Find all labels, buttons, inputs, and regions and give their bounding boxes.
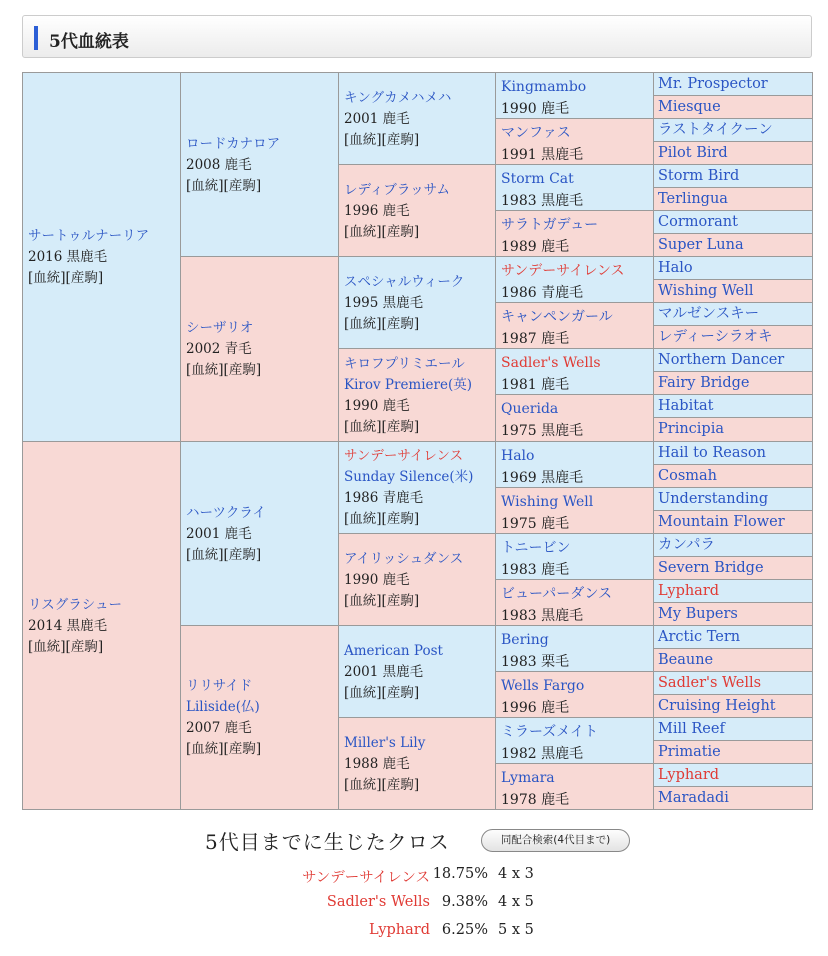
- horse-name-link[interactable]: Storm Bird: [658, 168, 740, 184]
- horse-links: [血統][産駒]: [28, 639, 104, 655]
- horse-cell-gen4: [495, 533, 654, 580]
- horse-name-link[interactable]: サラトガデュー: [501, 217, 599, 233]
- horse-name-link[interactable]: キングカメハメハ: [344, 90, 452, 106]
- horse-cell-content: [344, 165, 495, 243]
- horse-cell-gen1: [22, 441, 181, 810]
- horse-cell-gen5: [653, 348, 813, 372]
- horse-cell-gen3: [338, 256, 496, 349]
- horse-links: [血統][産駒]: [344, 511, 420, 527]
- horse-cell-gen5: [653, 394, 813, 418]
- horse-name-link[interactable]: カンパラ: [658, 537, 715, 553]
- horse-alt-name-link[interactable]: Kirov Premiere(英): [344, 377, 473, 393]
- pedigree-link[interactable]: 血統: [349, 511, 377, 527]
- horse-cell-content: [501, 214, 653, 257]
- horse-cell-gen5: [653, 602, 813, 626]
- horse-name-link[interactable]: Arctic Tern: [658, 629, 741, 645]
- same-mating-search-button[interactable]: 同配合検索(4代目まで): [481, 829, 630, 852]
- horse-name-link[interactable]: Lyphard: [658, 767, 720, 783]
- horse-name-link[interactable]: Miller's Lily: [344, 735, 426, 751]
- horse-cell-gen4: [495, 394, 654, 442]
- horse-cell-content: [658, 696, 812, 716]
- horse-year-color: 1981 鹿毛: [501, 377, 570, 393]
- pedigree-link[interactable]: 血統: [191, 547, 219, 563]
- header-accent-bar: [34, 26, 38, 50]
- horse-cell-content: [658, 604, 812, 624]
- horse-name-link[interactable]: Primatie: [658, 744, 721, 760]
- horse-name-link[interactable]: レディーシラオキ: [658, 329, 773, 345]
- horse-cell-gen1: [22, 72, 181, 442]
- horse-cell-gen5: [653, 671, 813, 695]
- horse-year-color: 1987 鹿毛: [501, 331, 570, 347]
- horse-cell-content: [28, 442, 180, 658]
- horse-cell-content: [186, 626, 338, 760]
- horse-links: [血統][産駒]: [344, 593, 420, 609]
- horse-year-color: 1983 栗毛: [501, 654, 570, 670]
- progeny-link[interactable]: 産駒: [386, 419, 414, 435]
- horse-name-link[interactable]: キャンペンガール: [501, 309, 613, 325]
- horse-cell-content: [344, 718, 495, 796]
- horse-cell-content: [186, 257, 338, 381]
- horse-cell-content: [28, 73, 180, 289]
- horse-year-color: 1983 鹿毛: [501, 562, 570, 578]
- horse-cell-content: [658, 97, 812, 117]
- horse-year-color: 2002 青毛: [186, 341, 252, 357]
- horse-year-color: 1989 鹿毛: [501, 239, 570, 255]
- horse-cell-content: [658, 212, 812, 232]
- cross-row: [0, 866, 828, 888]
- horse-name-link[interactable]: Habitat: [658, 398, 714, 414]
- horse-cell-content: [658, 489, 812, 509]
- horse-links: [血統][産駒]: [186, 178, 262, 194]
- horse-cell-gen5: [653, 118, 813, 142]
- progeny-link[interactable]: 産駒: [228, 178, 256, 194]
- horse-cell-gen5: [653, 579, 813, 603]
- horse-cell-content: [658, 189, 812, 209]
- horse-name-link[interactable]: シーザリオ: [186, 320, 254, 336]
- horse-cell-gen5: [653, 210, 813, 234]
- horse-links: [血統][産駒]: [344, 685, 420, 701]
- horse-name-link[interactable]: Querida: [501, 401, 559, 417]
- horse-name-link[interactable]: マンファス: [501, 125, 571, 141]
- horse-cell-content: [658, 304, 812, 324]
- horse-cell-content: [658, 581, 812, 601]
- horse-name-link[interactable]: Miesque: [658, 99, 721, 115]
- horse-cell-content: [344, 73, 495, 151]
- progeny-link[interactable]: 産駒: [70, 639, 98, 655]
- horse-cell-gen4: [495, 487, 654, 534]
- horse-year-color: 2001 鹿毛: [344, 111, 410, 127]
- horse-cell-gen5: [653, 371, 813, 395]
- horse-cell-content: [658, 512, 812, 532]
- horse-cell-content: [501, 445, 653, 488]
- horse-name-link[interactable]: Mr. Prospector: [658, 76, 768, 92]
- horse-cell-gen5: [653, 302, 813, 326]
- cross-row: [0, 894, 828, 916]
- pedigree-link[interactable]: 血統: [191, 741, 219, 757]
- horse-year-color: 1990 鹿毛: [344, 572, 410, 588]
- horse-cell-gen4: [495, 72, 654, 119]
- horse-name-link[interactable]: Super Luna: [658, 237, 744, 253]
- horse-year-color: 1969 黒鹿毛: [501, 470, 584, 486]
- horse-name-link[interactable]: Lyphard: [658, 583, 720, 599]
- horse-name-link[interactable]: トニービン: [501, 540, 571, 556]
- horse-cell-content: [501, 76, 653, 119]
- horse-cell-gen4: [495, 579, 654, 626]
- horse-cell-content: [501, 675, 653, 718]
- horse-year-color: 1991 黒鹿毛: [501, 147, 584, 163]
- horse-cell-content: [658, 281, 812, 301]
- horse-cell-gen5: [653, 95, 813, 119]
- horse-links: [血統][産駒]: [28, 270, 104, 286]
- pedigree-link[interactable]: 血統: [349, 777, 377, 793]
- horse-name-link[interactable]: Cosmah: [658, 468, 717, 484]
- horse-name-link[interactable]: Pilot Bird: [658, 145, 728, 161]
- horse-cell-content: [658, 143, 812, 163]
- horse-name-link[interactable]: リリサイド: [186, 678, 253, 694]
- progeny-link[interactable]: 産駒: [386, 777, 414, 793]
- horse-cell-content: [344, 349, 495, 438]
- horse-alt-name-link[interactable]: Sunday Silence(米): [344, 469, 474, 485]
- horse-cell-content: [658, 74, 812, 94]
- horse-name-link[interactable]: スペシャルウィーク: [344, 274, 465, 290]
- cross-horse-link[interactable]: Lyphard: [368, 922, 430, 938]
- horse-name-link[interactable]: Northern Dancer: [658, 352, 785, 368]
- horse-year-color: 2007 鹿毛: [186, 720, 252, 736]
- horse-cell-gen2: [180, 625, 339, 810]
- horse-name-link[interactable]: Severn Bridge: [658, 560, 764, 576]
- pedigree-link[interactable]: 血統: [33, 270, 61, 286]
- horse-alt-name-link[interactable]: Liliside(仏): [186, 699, 260, 715]
- horse-cell-content: [658, 673, 812, 693]
- horse-links: [血統][産駒]: [344, 777, 420, 793]
- progeny-link[interactable]: 産駒: [228, 362, 256, 378]
- horse-name-link[interactable]: Maradadi: [658, 790, 729, 806]
- horse-links: [血統][産駒]: [186, 362, 262, 378]
- horse-name-link[interactable]: Storm Cat: [501, 171, 574, 187]
- pedigree-link[interactable]: 血統: [349, 593, 377, 609]
- horse-name-link[interactable]: Hail to Reason: [658, 445, 766, 461]
- horse-cell-content: [501, 767, 653, 810]
- horse-cell-content: [658, 396, 812, 416]
- horse-cell-gen5: [653, 625, 813, 649]
- cross-horse-link[interactable]: Sadler's Wells: [326, 894, 430, 910]
- horse-cell-gen4: [495, 210, 654, 257]
- horse-cell-gen3: [338, 348, 496, 442]
- horse-cell-gen4: [495, 348, 654, 395]
- horse-cell-gen5: [653, 187, 813, 211]
- horse-name-link[interactable]: サートゥルナーリア: [28, 228, 150, 244]
- horse-cell-gen3: [338, 625, 496, 718]
- horse-name-link[interactable]: ラストタイクーン: [658, 122, 773, 138]
- horse-cell-content: [501, 721, 653, 764]
- horse-year-color: 1975 鹿毛: [501, 516, 570, 532]
- horse-name-link[interactable]: Principia: [658, 421, 724, 437]
- horse-cell-gen5: [653, 441, 813, 465]
- progeny-link[interactable]: 産駒: [70, 270, 98, 286]
- horse-cell-gen3: [338, 717, 496, 810]
- horse-name-link[interactable]: My Bupers: [658, 606, 738, 622]
- cross-section-title: 5代目までに生じたクロス: [205, 830, 450, 854]
- horse-name-link[interactable]: Wishing Well: [501, 494, 594, 510]
- progeny-link[interactable]: 産駒: [228, 741, 256, 757]
- horse-cell-gen5: [653, 141, 813, 165]
- horse-year-color: 2001 鹿毛: [186, 526, 252, 542]
- horse-cell-content: [658, 373, 812, 393]
- pedigree-link[interactable]: 血統: [33, 639, 61, 655]
- horse-cell-content: [658, 166, 812, 186]
- cross-percentage: 6.25%: [441, 922, 488, 938]
- pedigree-link[interactable]: 血統: [191, 178, 219, 194]
- horse-cell-content: [658, 327, 812, 347]
- horse-cell-gen4: [495, 671, 654, 718]
- horse-cell-gen5: [653, 533, 813, 557]
- horse-cell-content: [658, 120, 812, 140]
- horse-cell-gen4: [495, 625, 654, 672]
- horse-cell-content: [501, 122, 653, 165]
- horse-name-link[interactable]: Fairy Bridge: [658, 375, 750, 391]
- progeny-link[interactable]: 産駒: [228, 547, 256, 563]
- horse-year-color: 2001 黒鹿毛: [344, 664, 424, 680]
- pedigree-link[interactable]: 血統: [349, 685, 377, 701]
- horse-cell-content: [501, 491, 653, 534]
- progeny-link[interactable]: 産駒: [386, 316, 414, 332]
- horse-year-color: 1983 黒鹿毛: [501, 608, 584, 624]
- horse-cell-content: [501, 260, 653, 303]
- horse-name-link[interactable]: Terlingua: [658, 191, 728, 207]
- horse-name-link[interactable]: ビューパーダンス: [501, 586, 613, 602]
- horse-year-color: 1990 鹿毛: [344, 398, 410, 414]
- pedigree-link[interactable]: 血統: [349, 316, 377, 332]
- cross-horse-link[interactable]: サンデーサイレンス: [302, 870, 430, 886]
- horse-cell-gen5: [653, 256, 813, 280]
- horse-cell-gen5: [653, 694, 813, 718]
- horse-cell-content: [501, 583, 653, 626]
- horse-cell-gen5: [653, 510, 813, 534]
- horse-year-color: 2008 鹿毛: [186, 157, 252, 173]
- horse-name-link[interactable]: レディブラッサム: [344, 182, 450, 198]
- horse-name-link[interactable]: ミラーズメイト: [501, 724, 599, 740]
- horse-cell-content: [658, 535, 812, 555]
- pedigree-link[interactable]: 血統: [349, 224, 377, 240]
- cross-generations: 4 x 5: [498, 894, 534, 910]
- horse-year-color: 1995 黒鹿毛: [344, 295, 424, 311]
- horse-cell-content: [658, 419, 812, 439]
- horse-cell-content: [501, 306, 653, 349]
- horse-cell-gen5: [653, 279, 813, 303]
- horse-cell-gen5: [653, 786, 813, 810]
- horse-cell-content: [658, 443, 812, 463]
- horse-cell-content: [344, 257, 495, 335]
- horse-name-link[interactable]: サンデーサイレンス: [501, 263, 625, 279]
- horse-cell-gen5: [653, 487, 813, 511]
- horse-cell-gen5: [653, 717, 813, 741]
- horse-cell-gen4: [495, 256, 654, 303]
- horse-cell-content: [344, 534, 495, 612]
- horse-cell-content: [658, 258, 812, 278]
- progeny-link[interactable]: 産駒: [386, 224, 414, 240]
- horse-cell-content: [658, 788, 812, 808]
- horse-year-color: 2014 黒鹿毛: [28, 618, 108, 634]
- horse-cell-gen3: [338, 533, 496, 626]
- horse-links: [血統][産駒]: [186, 741, 262, 757]
- horse-cell-gen3: [338, 72, 496, 165]
- horse-year-color: 1986 青鹿毛: [344, 490, 424, 506]
- horse-cell-content: [658, 627, 812, 647]
- horse-name-link[interactable]: ロードカナロア: [186, 136, 281, 152]
- horse-year-color: 1982 黒鹿毛: [501, 746, 584, 762]
- horse-links: [血統][産駒]: [344, 132, 420, 148]
- horse-name-link[interactable]: Kingmambo: [501, 79, 587, 95]
- cross-percentage: 9.38%: [441, 894, 488, 910]
- horse-name-link[interactable]: Wells Fargo: [501, 678, 585, 694]
- horse-cell-content: [501, 352, 653, 395]
- horse-cell-content: [658, 765, 812, 785]
- pedigree-header: [22, 15, 812, 58]
- horse-cell-content: [501, 398, 653, 442]
- horse-cell-content: [658, 742, 812, 762]
- cross-generations: 4 x 3: [498, 866, 534, 882]
- horse-name-link[interactable]: Cormorant: [658, 214, 738, 230]
- horse-year-color: 1975 黒鹿毛: [501, 423, 584, 439]
- horse-cell-gen5: [653, 417, 813, 442]
- cross-percentage: 18.75%: [432, 866, 488, 882]
- horse-links: [血統][産駒]: [344, 419, 420, 435]
- horse-cell-gen4: [495, 763, 654, 810]
- horse-cell-content: [658, 235, 812, 255]
- horse-name-link[interactable]: マルゼンスキー: [658, 306, 760, 322]
- progeny-link[interactable]: 産駒: [386, 685, 414, 701]
- horse-year-color: 1990 鹿毛: [501, 101, 570, 117]
- pedigree-link[interactable]: 血統: [349, 132, 377, 148]
- horse-cell-gen3: [338, 164, 496, 257]
- horse-name-link[interactable]: Halo: [501, 448, 535, 464]
- horse-cell-content: [658, 466, 812, 486]
- horse-year-color: 2016 黒鹿毛: [28, 249, 108, 265]
- horse-cell-gen4: [495, 302, 654, 349]
- pedigree-table: [22, 72, 812, 809]
- horse-cell-content: [658, 719, 812, 739]
- horse-links: [血統][産駒]: [344, 224, 420, 240]
- horse-name-link[interactable]: リスグラシュー: [28, 597, 122, 613]
- progeny-link[interactable]: 産駒: [386, 511, 414, 527]
- horse-year-color: 1996 鹿毛: [501, 700, 570, 716]
- horse-links: [血統][産駒]: [344, 316, 420, 332]
- horse-year-color: 1978 鹿毛: [501, 792, 570, 808]
- horse-name-link[interactable]: ハーツクライ: [186, 505, 266, 521]
- horse-cell-content: [186, 73, 338, 197]
- horse-cell-gen2: [180, 72, 339, 257]
- horse-cell-gen5: [653, 164, 813, 188]
- horse-cell-gen5: [653, 556, 813, 580]
- horse-year-color: 1983 黒鹿毛: [501, 193, 584, 209]
- horse-cell-gen5: [653, 464, 813, 488]
- horse-year-color: 1988 鹿毛: [344, 756, 410, 772]
- horse-year-color: 1996 鹿毛: [344, 203, 410, 219]
- horse-name-link[interactable]: Understanding: [658, 491, 769, 507]
- pedigree-link[interactable]: 血統: [349, 419, 377, 435]
- horse-name-link[interactable]: Lymara: [501, 770, 555, 786]
- horse-cell-gen4: [495, 717, 654, 764]
- horse-cell-content: [344, 626, 495, 704]
- horse-name-link[interactable]: Wishing Well: [658, 283, 754, 299]
- horse-name-link[interactable]: Sadler's Wells: [501, 355, 601, 371]
- horse-name-link[interactable]: Mill Reef: [658, 721, 725, 737]
- horse-name-link[interactable]: American Post: [344, 643, 443, 659]
- horse-name-link[interactable]: Mountain Flower: [658, 514, 785, 530]
- horse-cell-content: [658, 350, 812, 370]
- horse-cell-content: [344, 442, 495, 530]
- horse-name-link[interactable]: Beaune: [658, 652, 714, 668]
- horse-cell-content: [658, 650, 812, 670]
- horse-cell-gen5: [653, 72, 813, 96]
- horse-cell-gen4: [495, 118, 654, 165]
- horse-cell-gen5: [653, 740, 813, 764]
- page-title: 5代血統表: [49, 32, 129, 52]
- cross-generations: 5 x 5: [498, 922, 534, 938]
- horse-name-link[interactable]: Cruising Height: [658, 698, 776, 714]
- horse-name-link[interactable]: Sadler's Wells: [658, 675, 762, 691]
- horse-name-link[interactable]: Halo: [658, 260, 693, 276]
- horse-name-link[interactable]: アイリッシュダンス: [344, 551, 464, 567]
- horse-cell-content: [501, 537, 653, 580]
- horse-cell-content: [186, 442, 338, 566]
- horse-cell-gen4: [495, 164, 654, 211]
- horse-cell-gen4: [495, 441, 654, 488]
- progeny-link[interactable]: 産駒: [386, 593, 414, 609]
- horse-cell-gen5: [653, 325, 813, 349]
- horse-name-link[interactable]: キロフプリミエール: [344, 356, 465, 372]
- horse-cell-gen5: [653, 648, 813, 672]
- horse-cell-content: [658, 558, 812, 578]
- pedigree-link[interactable]: 血統: [191, 362, 219, 378]
- horse-year-color: 1986 青鹿毛: [501, 285, 584, 301]
- horse-links: [血統][産駒]: [186, 547, 262, 563]
- horse-cell-gen5: [653, 763, 813, 787]
- cross-row: [0, 922, 828, 944]
- horse-name-link[interactable]: サンデーサイレンス: [344, 448, 464, 464]
- horse-cell-content: [501, 629, 653, 672]
- horse-name-link[interactable]: Bering: [501, 632, 549, 648]
- horse-cell-gen2: [180, 256, 339, 442]
- horse-cell-gen5: [653, 233, 813, 257]
- progeny-link[interactable]: 産駒: [386, 132, 414, 148]
- horse-cell-gen3: [338, 441, 496, 534]
- horse-cell-gen2: [180, 441, 339, 626]
- horse-cell-content: [501, 168, 653, 211]
